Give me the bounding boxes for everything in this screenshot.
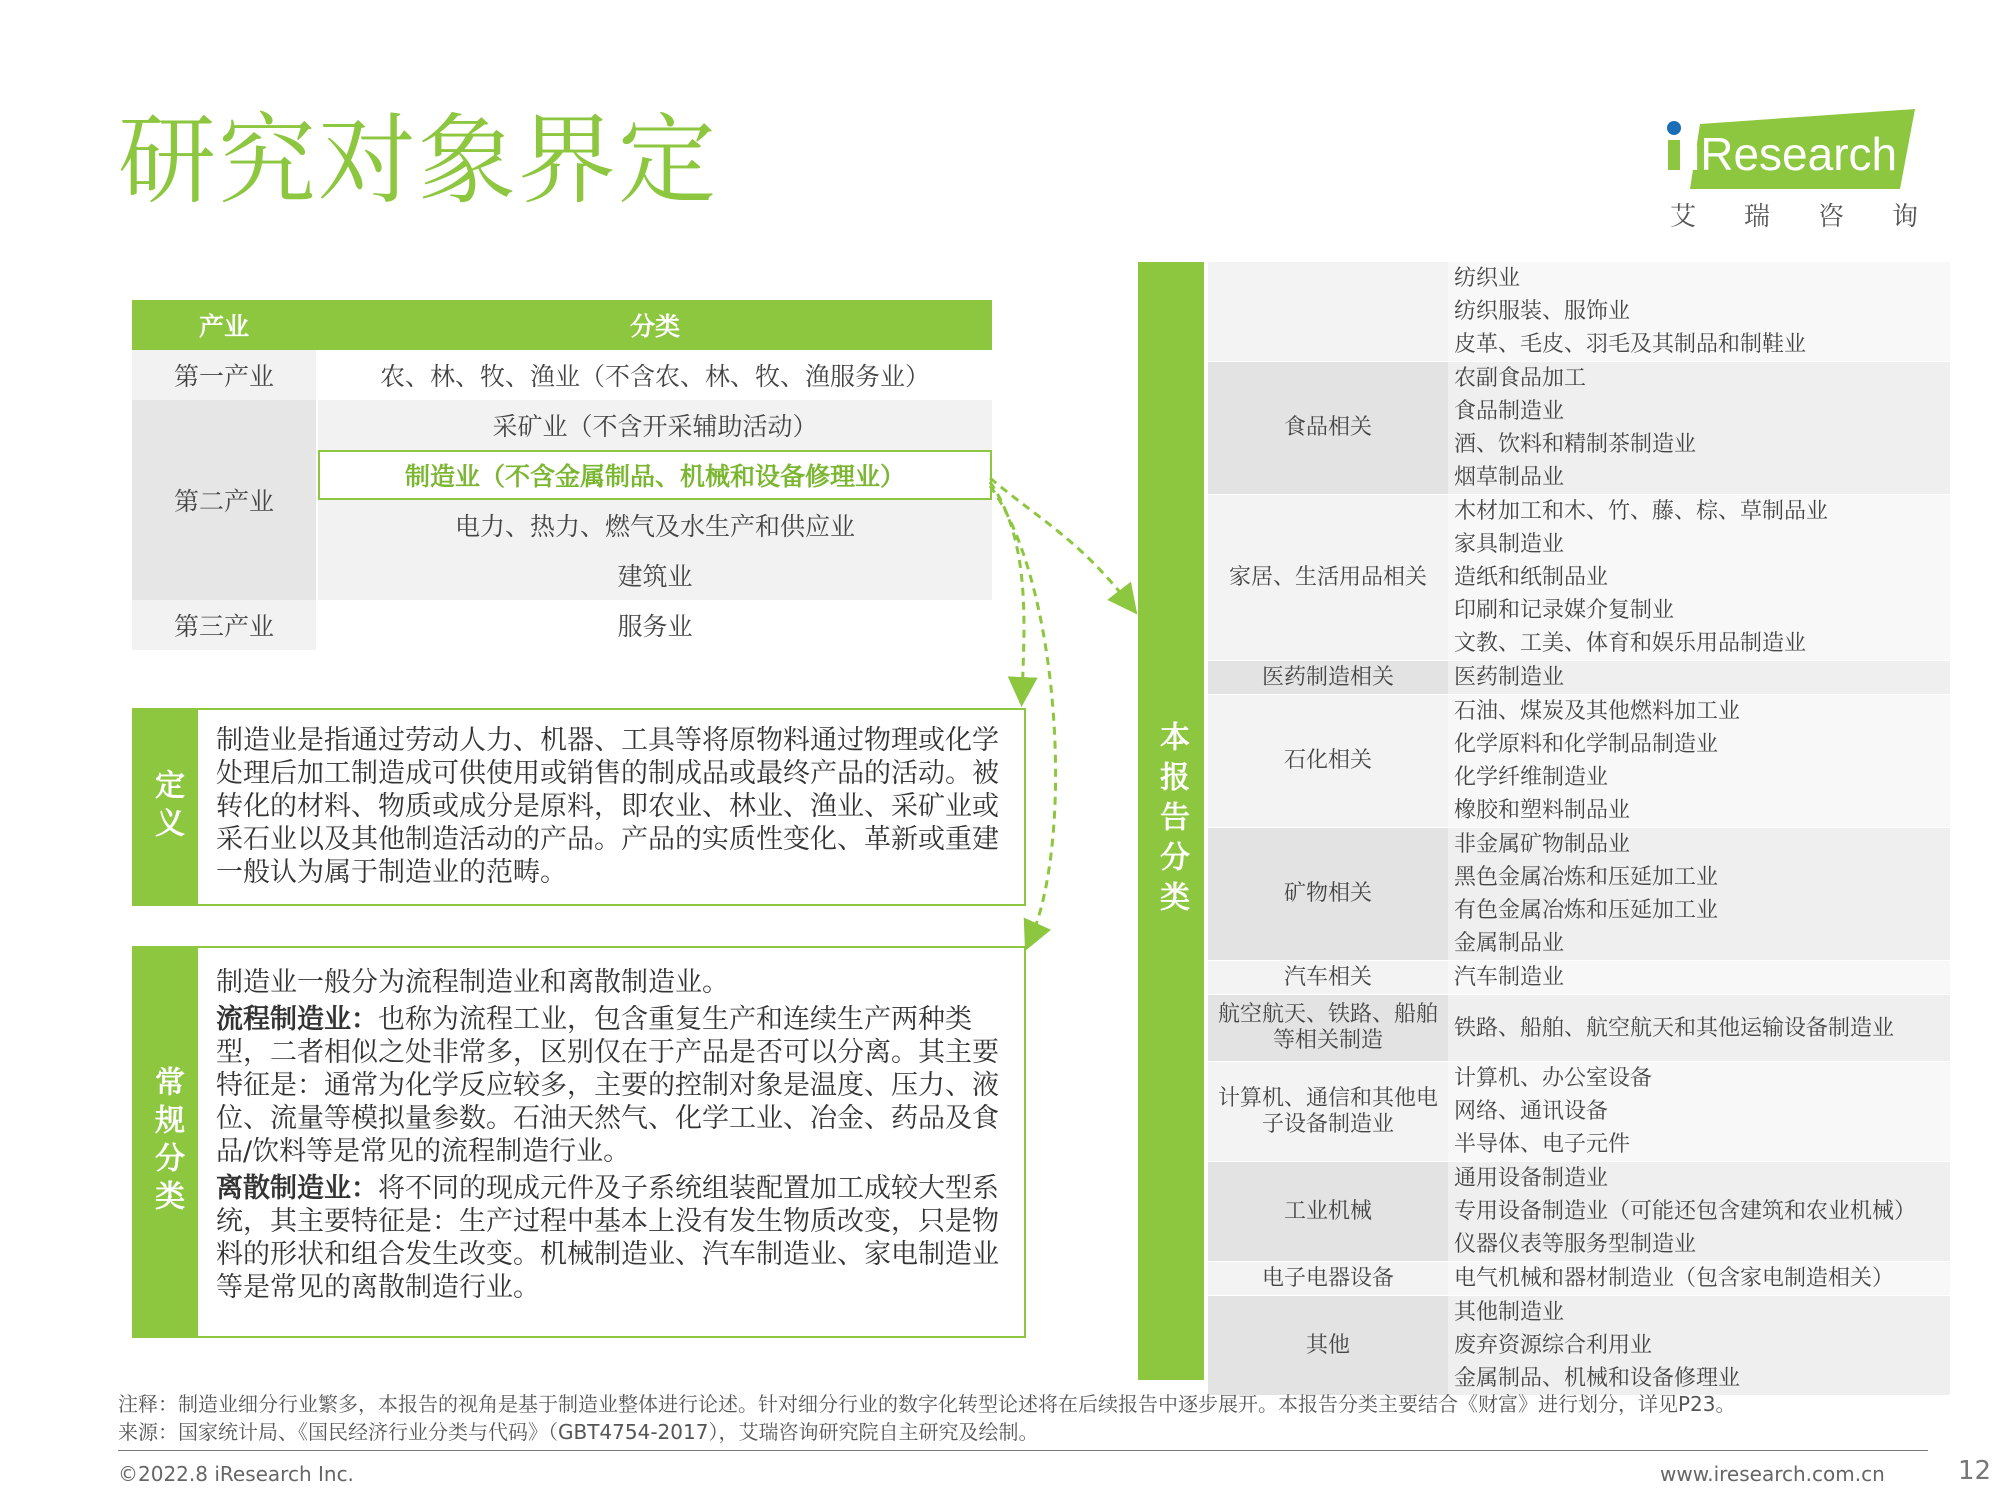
report-item: 半导体、电子元件 bbox=[1454, 1132, 1631, 1157]
logo-sub-char: 瑞 bbox=[1743, 202, 1772, 232]
report-item: 金属制品业 bbox=[1454, 931, 1565, 956]
report-items bbox=[1454, 995, 1950, 1061]
category-cell: 电力、热力、燃气及水生产和供应业 bbox=[318, 500, 992, 550]
process-paragraph bbox=[216, 1003, 1004, 1168]
report-items bbox=[1454, 661, 1950, 694]
page-title: 研究对象界定 bbox=[118, 104, 719, 218]
report-items bbox=[1454, 695, 1950, 827]
report-category bbox=[1208, 262, 1448, 361]
report-item: 文教、工美、体育和娱乐用品制造业 bbox=[1454, 631, 1807, 656]
footnote bbox=[118, 1390, 1736, 1446]
report-row bbox=[1208, 1062, 1950, 1161]
report-row bbox=[1208, 262, 1950, 361]
report-item: 金属制品、机械和设备修理业 bbox=[1454, 1366, 1741, 1391]
report-item: 化学纤维制造业 bbox=[1454, 765, 1609, 790]
report-item: 造纸和纸制品业 bbox=[1454, 565, 1609, 590]
report-category: 航空航天、铁路、船舶等相关制造 bbox=[1208, 995, 1448, 1061]
footnote-source: 来源：国家统计局、《国民经济行业分类与代码》（GBT4754-2017），艾瑞咨询研究院自主研究及绘制。 bbox=[118, 1420, 1039, 1444]
report-item: 有色金属冶炼和压延加工业 bbox=[1454, 898, 1719, 923]
report-item: 烟草制品业 bbox=[1454, 465, 1565, 490]
classification-intro: 制造业一般分为流程制造业和离散制造业。 bbox=[216, 967, 729, 998]
industry-table bbox=[132, 300, 992, 655]
header-category: 分类 bbox=[629, 312, 680, 341]
report-category: 电子电器设备 bbox=[1208, 1262, 1448, 1295]
report-row bbox=[1208, 695, 1950, 827]
report-category: 矿物相关 bbox=[1208, 828, 1448, 960]
discrete-paragraph bbox=[216, 1172, 1004, 1304]
report-item: 纺织业 bbox=[1454, 266, 1521, 291]
report-item: 电气机械和器材制造业（包含家电制造相关） bbox=[1454, 1266, 1895, 1291]
report-items bbox=[1454, 1062, 1950, 1161]
category-cell: 采矿业（不含开采辅助活动） bbox=[318, 400, 992, 450]
logo-sub-char: 艾 bbox=[1670, 202, 1699, 232]
report-item: 非金属矿物制品业 bbox=[1454, 832, 1631, 857]
report-item: 网络、通讯设备 bbox=[1454, 1099, 1609, 1124]
table-header bbox=[132, 300, 992, 350]
process-text: 也称为流程工业，包含重复生产和连续生产两种类型，二者相似之处非常多，区别仅在于产品是否可以分离。其主要特征是：通常为化学反应较多，主要的控制对象是温度、压力、液位、流量等模拟量参数。石油天然气、化学工业、冶金、药品及食品/饮料等是常见的流程制造行业。 bbox=[216, 1004, 999, 1167]
category-cell: 农、林、牧、渔业（不含农、林、牧、渔服务业） bbox=[379, 362, 930, 391]
process-title: 流程制造业： bbox=[216, 1004, 378, 1035]
report-item: 农副食品加工 bbox=[1454, 366, 1587, 391]
report-item: 其他制造业 bbox=[1454, 1300, 1565, 1325]
logo-sub-char: 咨 bbox=[1817, 202, 1846, 232]
report-row bbox=[1208, 995, 1950, 1061]
report-items bbox=[1454, 1262, 1950, 1295]
report-items bbox=[1454, 1296, 1950, 1395]
report-category: 食品相关 bbox=[1208, 362, 1448, 494]
industry-tertiary: 第三产业 bbox=[132, 600, 316, 650]
report-category: 工业机械 bbox=[1208, 1162, 1448, 1261]
definition-text: 制造业是指通过劳动人力、机器、工具等将原物料通过物理或化学处理后加工制造成可供使用或销售的制成品或最终产品的活动。被转化的材料、物质或成分是原料，即农业、林业、渔业、采矿业或采石业以及其他制造活动的产品。产品的实质性变化、革新或重建一般认为属于制造业的范畴。 bbox=[216, 725, 999, 888]
report-item: 石油、煤炭及其他燃料加工业 bbox=[1454, 699, 1741, 724]
report-item: 纺织服装、服饰业 bbox=[1454, 299, 1631, 324]
report-item: 医药制造业 bbox=[1454, 665, 1565, 690]
iresearch-logo bbox=[1660, 104, 1920, 234]
report-items bbox=[1454, 1162, 1950, 1261]
report-items bbox=[1454, 262, 1950, 361]
report-item: 汽车制造业 bbox=[1454, 965, 1565, 990]
report-items bbox=[1454, 828, 1950, 960]
definition-box bbox=[132, 708, 1026, 906]
classification-box bbox=[132, 946, 1026, 1338]
report-item: 化学原料和化学制品制造业 bbox=[1454, 732, 1719, 757]
report-category: 其他 bbox=[1208, 1296, 1448, 1395]
report-row bbox=[1208, 495, 1950, 660]
report-item: 皮革、毛皮、羽毛及其制品和制鞋业 bbox=[1454, 332, 1807, 357]
footer-divider bbox=[118, 1450, 1928, 1451]
report-items bbox=[1454, 961, 1950, 994]
classification-label: 常规分类 bbox=[134, 948, 198, 1336]
report-item: 家具制造业 bbox=[1454, 532, 1565, 557]
industry-secondary: 第二产业 bbox=[132, 400, 316, 600]
report-classification-label: 本报告分类 bbox=[1138, 262, 1204, 1380]
report-item: 黑色金属冶炼和压延加工业 bbox=[1454, 865, 1719, 890]
report-item: 仪器仪表等服务型制造业 bbox=[1454, 1232, 1697, 1257]
report-item: 食品制造业 bbox=[1454, 399, 1565, 424]
definition-label: 定义 bbox=[134, 710, 198, 904]
report-items bbox=[1454, 495, 1950, 660]
report-item: 印刷和记录媒介复制业 bbox=[1454, 598, 1675, 623]
report-item: 酒、饮料和精制茶制造业 bbox=[1454, 432, 1697, 457]
svg-text:iResearch: iResearch bbox=[1690, 128, 1898, 180]
report-category: 家居、生活用品相关 bbox=[1208, 495, 1448, 660]
iresearch-logo-mark bbox=[1660, 104, 1920, 194]
report-category: 汽车相关 bbox=[1208, 961, 1448, 994]
report-row bbox=[1208, 661, 1950, 694]
report-category: 石化相关 bbox=[1208, 695, 1448, 827]
report-row bbox=[1208, 1262, 1950, 1295]
report-item: 通用设备制造业 bbox=[1454, 1166, 1609, 1191]
report-item: 废弃资源综合利用业 bbox=[1454, 1333, 1653, 1358]
category-cell: 服务业 bbox=[617, 612, 693, 641]
logo-sub-char: 询 bbox=[1891, 202, 1920, 232]
header-industry: 产业 bbox=[198, 312, 249, 341]
report-row bbox=[1208, 362, 1950, 494]
report-item: 专用设备制造业（可能还包含建筑和农业机械） bbox=[1454, 1199, 1917, 1224]
report-row bbox=[1208, 1162, 1950, 1261]
classification-text bbox=[216, 966, 1004, 1308]
category-cell-highlight: 制造业（不含金属制品、机械和设备修理业） bbox=[318, 450, 992, 500]
industry-primary: 第一产业 bbox=[132, 350, 316, 400]
page-number: 12 bbox=[1958, 1456, 1992, 1486]
report-category: 医药制造相关 bbox=[1208, 661, 1448, 694]
footnote-note: 注释：制造业细分行业繁多，本报告的视角是基于制造业整体进行论述。针对细分行业的数字化转型论述将在后续报告中逐步展开。本报告分类主要结合《财富》进行划分，详见P23。 bbox=[118, 1392, 1736, 1416]
report-row bbox=[1208, 961, 1950, 994]
report-item: 计算机、办公室设备 bbox=[1454, 1066, 1653, 1091]
discrete-text: 将不同的现成元件及子系统组装配置加工成较大型系统，其主要特征是：生产过程中基本上没有发生物质改变，只是物料的形状和组合发生改变。机械制造业、汽车制造业、家电制造业等是常见的离散制造行业。 bbox=[216, 1173, 999, 1303]
logo-subtitle bbox=[1670, 196, 1920, 233]
report-category: 计算机、通信和其他电子设备制造业 bbox=[1208, 1062, 1448, 1161]
website: www.iresearch.com.cn bbox=[1660, 1462, 1885, 1486]
copyright: ©2022.8 iResearch Inc. bbox=[118, 1462, 354, 1486]
report-row bbox=[1208, 1296, 1950, 1395]
report-row bbox=[1208, 828, 1950, 960]
report-items bbox=[1454, 362, 1950, 494]
report-item: 木材加工和木、竹、藤、棕、草制品业 bbox=[1454, 499, 1829, 524]
discrete-title: 离散制造业： bbox=[216, 1173, 378, 1204]
report-item: 铁路、船舶、航空航天和其他运输设备制造业 bbox=[1454, 1015, 1895, 1041]
category-cell: 建筑业 bbox=[318, 550, 992, 600]
report-item: 橡胶和塑料制品业 bbox=[1454, 798, 1631, 823]
